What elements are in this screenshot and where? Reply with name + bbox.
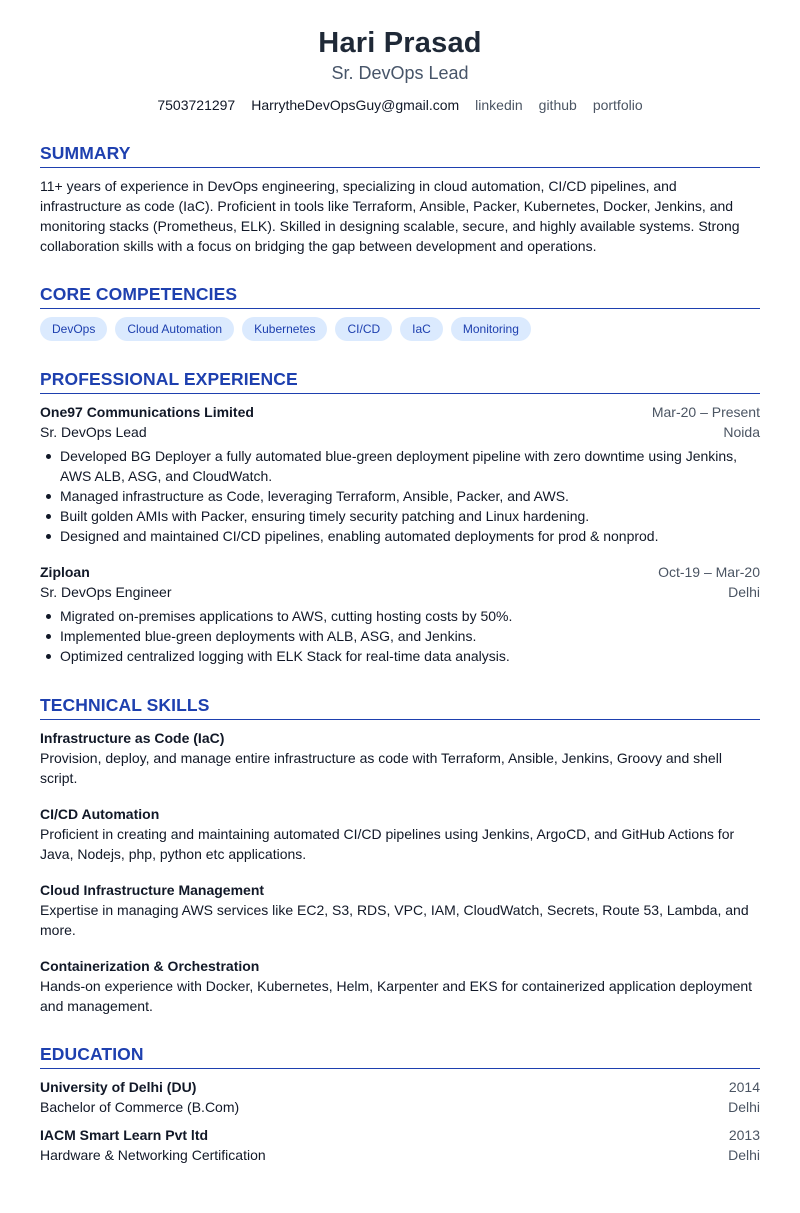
competencies-section [40, 283, 760, 341]
school-name: University of Delhi (DU) [40, 1079, 197, 1095]
list-item: Built golden AMIs with Packer, ensuring timely security patching and Linux hardening. [40, 506, 760, 526]
job-entry [40, 562, 760, 666]
list-item: Designed and maintained CI/CD pipelines, enabling automated deployments for prod & nonprod. [40, 526, 760, 546]
school-name: IACM Smart Learn Pvt ltd [40, 1127, 209, 1143]
job-dates: Mar-20 – Present [651, 404, 760, 420]
degree-name: Bachelor of Commerce (B.Com) [40, 1099, 240, 1115]
job-location: Delhi [728, 584, 760, 600]
competency-tag: Monitoring [451, 317, 531, 341]
job-role: Sr. DevOps Lead [40, 424, 147, 440]
competency-tag: IaC [400, 317, 443, 341]
linkedin-link[interactable]: linkedin [475, 97, 523, 113]
competency-tag: DevOps [40, 317, 107, 341]
section-heading: PROFESSIONAL EXPERIENCE [40, 368, 760, 394]
portfolio-link[interactable]: portfolio [592, 97, 643, 113]
job-sub-row [40, 422, 760, 442]
experience-section [40, 368, 760, 666]
edu-sub-row [40, 1145, 760, 1165]
skill-description: Proficient in creating and maintaining automated CI/CD pipelines using Jenkins, ArgoCD, and GitHub Actions for Java, Nodejs, php, python etc applications. [40, 826, 735, 862]
skill-name: Infrastructure as Code (IaC) [40, 730, 225, 746]
edu-sub-row [40, 1097, 760, 1117]
job-role: Sr. DevOps Engineer [40, 584, 172, 600]
skill-description: Expertise in managing AWS services like EC2, S3, RDS, VPC, IAM, CloudWatch, Secrets, Route 53, Lambda, and more. [40, 902, 749, 938]
competency-tag: CI/CD [335, 317, 392, 341]
competency-tag: Cloud Automation [115, 317, 234, 341]
skill-entry [40, 728, 760, 788]
company-name: One97 Communications Limited [40, 404, 254, 420]
person-title: Sr. DevOps Lead [331, 63, 469, 83]
education-entry [40, 1125, 760, 1165]
job-sub-row [40, 582, 760, 602]
job-entry [40, 402, 760, 546]
education-section [40, 1043, 760, 1165]
github-link[interactable]: github [538, 97, 577, 113]
edu-header-row [40, 1125, 760, 1145]
degree-name: Hardware & Networking Certification [40, 1147, 266, 1163]
email-address[interactable]: HarrytheDevOpsGuy@gmail.com [251, 97, 460, 113]
edu-location: Delhi [728, 1147, 760, 1163]
skill-entry [40, 804, 760, 864]
job-bullets [40, 446, 760, 546]
list-item: Managed infrastructure as Code, leveraging Terraform, Ansible, Packer, and AWS. [40, 486, 760, 506]
phone-number: 7503721297 [157, 97, 236, 113]
skill-entry [40, 880, 760, 940]
list-item: Optimized centralized logging with ELK Stack for real-time data analysis. [40, 646, 760, 666]
edu-location: Delhi [728, 1099, 760, 1115]
job-dates: Oct-19 – Mar-20 [658, 564, 760, 580]
job-bullets [40, 606, 760, 666]
job-header-row [40, 402, 760, 422]
resume-header [40, 26, 760, 114]
education-entry [40, 1077, 760, 1117]
section-heading: EDUCATION [40, 1043, 760, 1069]
person-name: Hari Prasad [318, 27, 482, 59]
section-heading: TECHNICAL SKILLS [40, 694, 760, 720]
company-name: Ziploan [40, 564, 90, 580]
edu-header-row [40, 1077, 760, 1097]
skills-section [40, 694, 760, 1016]
list-item: Implemented blue-green deployments with ALB, ASG, and Jenkins. [40, 626, 760, 646]
section-heading: CORE COMPETENCIES [40, 283, 760, 309]
job-header-row [40, 562, 760, 582]
skill-entry [40, 956, 760, 1016]
edu-year: 2013 [728, 1127, 760, 1143]
competency-tags [40, 317, 760, 341]
skill-description: Provision, deploy, and manage entire infrastructure as code with Terraform, Ansible, Jenkins, Groovy and shell script. [40, 750, 722, 786]
skill-name: Containerization & Orchestration [40, 958, 260, 974]
list-item: Developed BG Deployer a fully automated blue-green deployment pipeline with zero downtime using Jenkins, AWS ALB, ASG, and CloudWatch. [40, 446, 760, 486]
skill-description: Hands-on experience with Docker, Kubernetes, Helm, Karpenter and EKS for containerized application deployment and management. [40, 978, 753, 1014]
summary-text: 11+ years of experience in DevOps engineering, specializing in cloud automation, CI/CD pipelines, and infrastructure as code (IaC). Proficient in tools like Terraform, Ansible, Packer, Kubernetes, Docker, Jenkins, and monitoring stacks (Prometheus, ELK). Skilled in designing scalable, secure, and highly available systems. Strong collaboration skills with a focus on bridging the gap between development and operations. [40, 178, 740, 254]
job-location: Noida [723, 424, 760, 440]
list-item: Migrated on-premises applications to AWS, cutting hosting costs by 50%. [40, 606, 760, 626]
section-heading: SUMMARY [40, 142, 760, 168]
summary-section [40, 142, 760, 256]
skill-name: Cloud Infrastructure Management [40, 882, 265, 898]
skill-name: CI/CD Automation [40, 806, 160, 822]
edu-year: 2014 [728, 1079, 760, 1095]
competency-tag: Kubernetes [242, 317, 327, 341]
contact-bar [40, 96, 760, 114]
